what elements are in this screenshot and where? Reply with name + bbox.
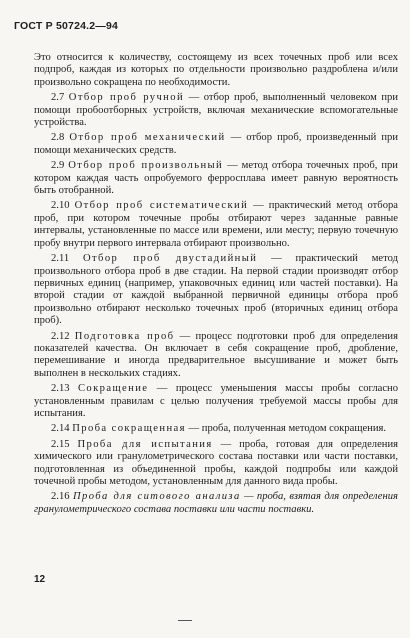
clause-term: Проба сокращенная bbox=[72, 423, 186, 435]
clause-term: Сокращение bbox=[77, 383, 149, 395]
clause-2-9 bbox=[34, 160, 398, 197]
clause-2-12 bbox=[34, 331, 398, 381]
paragraph-intro bbox=[34, 52, 398, 89]
clause-number: 2.9 bbox=[51, 160, 65, 172]
clause-text: — проба, полученная методом сокращения. bbox=[185, 423, 387, 435]
document-header: ГОСТ Р 50724.2—94 bbox=[14, 20, 119, 32]
clause-term: Проба для ситового анализа bbox=[72, 491, 241, 503]
clause-term: Отбор проб произвольный bbox=[68, 160, 224, 172]
clause-term: Отбор проб ручной bbox=[68, 92, 185, 104]
clause-text: — практический метод отбора проб, при котором точечные пробы отбирают через заданные равные интервалы, установленные по массе или времени, или месту; первую точечную пробу внутри первого интервала отбирают произвольно. bbox=[34, 200, 398, 249]
clause-2-8 bbox=[34, 132, 398, 157]
clause-text: — процесс уменьшения массы пробы согласно установленным правилам с целью получения требуемой массы пробы для испытания. bbox=[34, 383, 398, 419]
clause-text: — практический метод произвольного отбора проб в две стадии. На первой стадии производят отбор первичных единиц (например, упаковочных единиц или частей поставки). На второй стадии от каждой выбранной первичной единицы отбора проб произвольно отбирают несколько точечных проб (вторичных единиц отбора проб). bbox=[34, 253, 398, 327]
clause-number: 2.15 bbox=[51, 438, 70, 450]
clause-number: 2.13 bbox=[51, 383, 70, 395]
clause-term: Отбор проб систематический bbox=[74, 200, 249, 212]
clause-number: 2.8 bbox=[51, 132, 65, 144]
clause-text: — процесс подготовки проб для определения показателей качества. Он включает в себя сокращение проб, дробление, перемешивание и иногда предварительное высушивание и может быть выполнен в нескольких стадиях. bbox=[34, 330, 398, 379]
clause-term: Отбор проб двустадийный bbox=[82, 253, 258, 265]
clause-number: 2.10 bbox=[51, 200, 70, 212]
clause-text: — проба, взятая для определения гранулометрического состава поставки или части поставки. bbox=[34, 491, 398, 515]
clause-number: 2.7 bbox=[51, 92, 65, 104]
document-body bbox=[34, 52, 398, 519]
clause-2-16 bbox=[34, 491, 398, 516]
clause-term: Отбор проб механический bbox=[69, 132, 226, 144]
clause-number: 2.14 bbox=[51, 423, 70, 435]
clause-2-14 bbox=[34, 423, 398, 435]
clause-2-10 bbox=[34, 200, 398, 250]
page-number: 12 bbox=[34, 574, 46, 585]
clause-number: 2.11 bbox=[51, 253, 70, 265]
clause-2-11 bbox=[34, 253, 398, 327]
clause-text: — проба, готовая для определения химического или гранулометрического состава поставки или части поставки, подготовленная из объединенной пробы, каждой подпробы или каждой точечной пробы методом, установленным для данного вида пробы. bbox=[34, 438, 399, 487]
clause-term: Подготовка проб bbox=[74, 330, 175, 342]
clause-text: — отбор проб, выполненный человеком при помощи пробоотборных устройств, включая механические вспомогательные устройства. bbox=[34, 92, 398, 129]
paragraph-text: Это относится к количеству, состоящему из всех точечных проб или всех подпроб, каждая из которых по отдельности произвольно раздроблена и/или произвольно сокращена по необходимости. bbox=[34, 52, 398, 88]
clause-2-13 bbox=[34, 383, 398, 420]
scan-mark bbox=[178, 620, 192, 621]
clause-text: — метод отбора точечных проб, при котором каждая часть опробуемого ферросплава имеет равную вероятность быть отобранной. bbox=[34, 160, 398, 197]
clause-2-7 bbox=[34, 92, 398, 129]
clause-text: — отбор проб, произведенный при помощи механических средств. bbox=[34, 132, 399, 156]
clause-number: 2.16 bbox=[51, 491, 70, 503]
clause-number: 2.12 bbox=[51, 330, 70, 342]
clause-term: Проба для испытания bbox=[77, 438, 213, 450]
clause-2-15 bbox=[34, 439, 398, 489]
